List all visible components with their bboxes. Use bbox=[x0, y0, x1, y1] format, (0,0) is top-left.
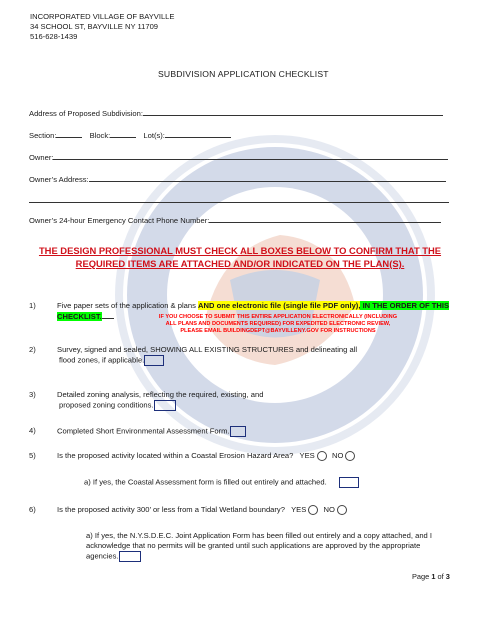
item-6-number: 6) bbox=[29, 505, 36, 514]
emergency-label: Owner’s 24-hour Emergency Contact Phone Number: bbox=[29, 216, 210, 225]
page-title: SUBDIVISION APPLICATION CHECKLIST bbox=[158, 69, 329, 79]
heading-line-2: REQUIRED ITEMS ARE ATTACHED AND/OR INDICATED ON THE PLAN(S). bbox=[75, 258, 405, 269]
item-5-yes-label: YES bbox=[299, 451, 315, 460]
item-6-no-radio[interactable] bbox=[337, 505, 347, 515]
item-5-question bbox=[57, 451, 355, 461]
org-address: 34 SCHOOL ST, BAYVILLE NY 11709 bbox=[30, 22, 159, 31]
item-1-line-2 bbox=[57, 311, 114, 321]
item-2-checkbox[interactable] bbox=[144, 355, 164, 366]
item-3-checkbox[interactable] bbox=[154, 400, 176, 411]
org-phone: 516-628-1439 bbox=[30, 32, 78, 41]
owner-label: Owner: bbox=[29, 153, 54, 162]
section-block-lot-row bbox=[29, 130, 231, 140]
item-4-text: Completed Short Environmental Assessment Form. bbox=[57, 426, 230, 436]
section-label: Section: bbox=[29, 131, 57, 140]
emergency-phone-field[interactable] bbox=[29, 215, 441, 225]
owner-address-line[interactable] bbox=[89, 174, 446, 182]
item-1-text-a: Five paper sets of the application & plans bbox=[57, 301, 198, 310]
note-line-1: IF YOU CHOOSE TO SUBMIT THIS ENTIRE APPLICATION ELECTRONICALLY (INCLUDING bbox=[158, 314, 398, 320]
item-6-yes-label: YES bbox=[291, 505, 307, 514]
item-5-sub bbox=[84, 477, 359, 488]
item-6-question-text: Is the proposed activity 300’ or less from a Tidal Wetland boundary? bbox=[57, 505, 285, 514]
address-line[interactable] bbox=[143, 108, 443, 116]
item-6-sub-line-2: acknowledge that no permits will be granted until such applications are approved by the appropriate bbox=[86, 541, 421, 550]
item-3-line-1: Detailed zoning analysis, reflecting the required, existing, and bbox=[57, 390, 264, 399]
item-1-checkbox[interactable] bbox=[102, 311, 114, 319]
item-6-yes-radio[interactable] bbox=[308, 505, 318, 515]
item-2-line-2 bbox=[59, 355, 164, 366]
item-6-sub-line-1: a) If yes, the N.Y.S.D.E.C. Joint Application Form has been filled out entirely and a copy attached, and I bbox=[86, 531, 432, 540]
item-1-text-electronic: one electronic file (single file PDF only), bbox=[214, 301, 361, 310]
org-name: INCORPORATED VILLAGE OF BAYVILLE bbox=[30, 12, 175, 21]
item-1-text-and: AND bbox=[198, 301, 215, 310]
item-6-checkbox[interactable] bbox=[119, 551, 141, 562]
item-6-question bbox=[57, 505, 347, 515]
item-4-checkbox[interactable] bbox=[230, 426, 246, 437]
item-3-number: 3) bbox=[29, 390, 36, 399]
page-of: of bbox=[437, 572, 444, 581]
item-5-no-radio[interactable] bbox=[345, 451, 355, 461]
item-2-text: flood zones, if applicable. bbox=[59, 355, 145, 365]
address-field[interactable] bbox=[29, 108, 443, 118]
lots-label: Lot(s): bbox=[143, 131, 165, 140]
block-line[interactable] bbox=[110, 130, 136, 138]
page-number bbox=[412, 572, 450, 581]
lots-line[interactable] bbox=[165, 130, 231, 138]
item-2-line-1: Survey, signed and sealed, SHOWING ALL EXISTING STRUCTURES and delineating all bbox=[57, 345, 358, 354]
item-5-question-text: Is the proposed activity located within a Coastal Erosion Hazard Area? bbox=[57, 451, 294, 460]
item-4-line bbox=[57, 426, 246, 437]
note-line-2: ALL PLANS AND DOCUMENTS REQUIRED) FOR EXPEDITED ELECTRONIC REVIEW, bbox=[165, 321, 391, 328]
item-1-line-1 bbox=[57, 301, 449, 310]
page-word: Page bbox=[412, 572, 430, 581]
page-current: 1 bbox=[431, 572, 436, 581]
item-3-text: proposed zoning conditions. bbox=[59, 400, 154, 410]
item-3-line-2 bbox=[59, 400, 176, 411]
item-4-number: 4) bbox=[29, 426, 36, 435]
owner-address-label: Owner’s Address: bbox=[29, 175, 89, 184]
item-5-number: 5) bbox=[29, 451, 36, 460]
item-1-number: 1) bbox=[29, 301, 36, 310]
item-6-sub-text: agencies. bbox=[86, 551, 119, 561]
section-line[interactable] bbox=[56, 130, 82, 138]
item-5-yes-radio[interactable] bbox=[317, 451, 327, 461]
item-5-no-label: NO bbox=[331, 451, 344, 460]
owner-line[interactable] bbox=[53, 152, 448, 160]
owner-address-field[interactable] bbox=[29, 174, 446, 184]
item-5-sub-text: a) If yes, the Coastal Assessment form is filled out entirely and attached. bbox=[84, 477, 327, 487]
item-1-text-checklist: CHECKLIST. bbox=[57, 312, 102, 321]
item-5-checkbox[interactable] bbox=[339, 477, 359, 488]
owner-field[interactable] bbox=[29, 152, 448, 162]
heading-line-1: THE DESIGN PROFESSIONAL MUST CHECK ALL BOXES BELOW TO CONFIRM THAT THE bbox=[38, 245, 442, 256]
item-6-sub-line-3 bbox=[86, 551, 141, 562]
owner-address-line-2[interactable] bbox=[29, 202, 449, 203]
page-total: 3 bbox=[445, 572, 450, 581]
electronic-submission-note bbox=[128, 314, 428, 336]
emergency-line[interactable] bbox=[209, 215, 441, 223]
block-label: Block: bbox=[89, 131, 111, 140]
item-2-number: 2) bbox=[29, 345, 36, 354]
item-1-text-order: IN THE ORDER OF THIS bbox=[360, 301, 450, 310]
address-label: Address of Proposed Subdivision: bbox=[29, 109, 143, 118]
item-6-no-label: NO bbox=[323, 505, 335, 514]
note-line-3: PLEASE EMAIL BUILDINGDEPT@BAYVILLENY.GOV FOR INSTRUCTIONS bbox=[180, 328, 376, 335]
design-professional-heading bbox=[0, 244, 480, 270]
